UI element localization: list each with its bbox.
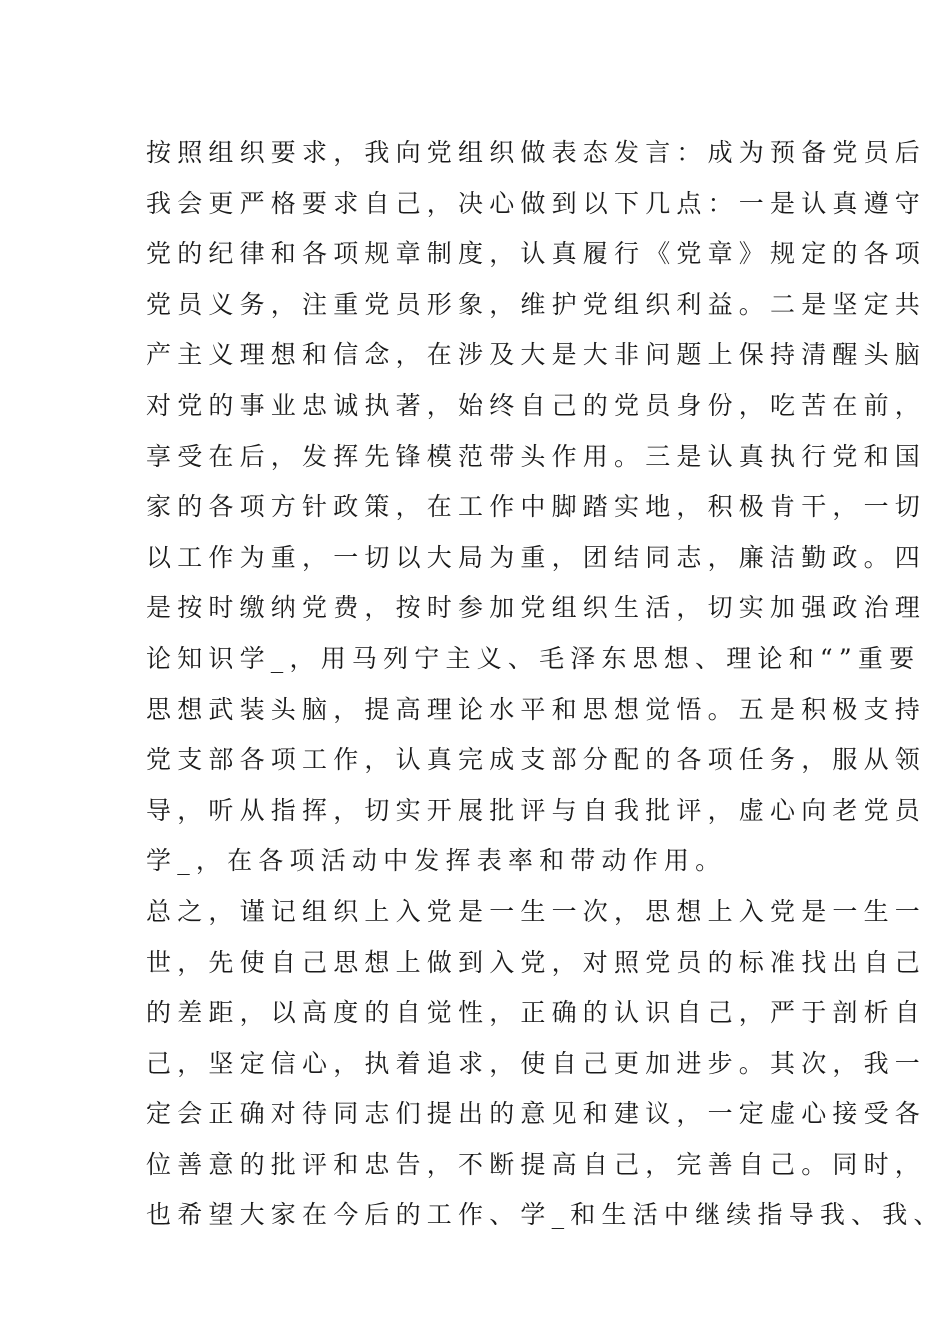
text-line: 以工作为重，一切以大局为重，团结同志，廉洁勤政。四 <box>146 542 927 572</box>
text-line: 世，先使自己思想上做到入党，对照党员的标准找出自己 <box>146 947 927 977</box>
text-line: 党的纪律和各项规章制度，认真履行《党章》规定的各项 <box>146 239 927 269</box>
text-line: 按照组织要求，我向党组织做表态发言：成为预备党员后 <box>146 138 927 167</box>
text-line: 党员义务，注重党员形象，维护党组织利益。二是坚定共 <box>146 289 927 319</box>
text-line: 是按时缴纳党费，按时参加党组织生活，切实加强政治理 <box>146 593 927 623</box>
text-line: 也希望大家在今后的工作、学_和生活中继续指导我、我、 <box>146 1200 945 1230</box>
text-line: 对党的事业忠诚执著，始终自己的党员身份，吃苦在前， <box>146 390 927 420</box>
text-line: 家的各项方针政策，在工作中脚踏实地，积极肯干，一切 <box>146 492 927 522</box>
text-line: 享受在后，发挥先锋模范带头作用。三是认真执行党和国 <box>146 441 927 471</box>
text-line: 定会正确对待同志们提出的意见和建议，一定虚心接受各 <box>146 1099 927 1129</box>
text-line: 学_，在各项活动中发挥表率和带动作用。 <box>146 846 727 876</box>
text-line: 己，坚定信心，执着追求，使自己更加进步。其次，我一 <box>146 1048 927 1078</box>
text-line: 论知识学_，用马列宁主义、毛泽东思想、理论和“”重要 <box>146 643 921 673</box>
text-line: 产主义理想和信念，在涉及大是大非问题上保持清醒头脑 <box>146 340 927 370</box>
document-body <box>146 128 945 1241</box>
text-line: 的差距，以高度的自觉性，正确的认识自己，严于剖析自 <box>146 998 927 1028</box>
text-line: 位善意的批评和忠告，不断提高自己，完善自己。同时， <box>146 1149 927 1179</box>
text-line: 我会更严格要求自己，决心做到以下几点：一是认真遵守 <box>146 188 927 218</box>
text-line: 思想武装头脑，提高理论水平和思想觉悟。五是积极支持 <box>146 694 927 724</box>
text-line: 导，听从指挥，切实开展批评与自我批评，虚心向老党员 <box>146 795 927 825</box>
text-line: 党支部各项工作，认真完成支部分配的各项任务，服从领 <box>146 745 927 775</box>
text-line: 总之，谨记组织上入党是一生一次，思想上入党是一生一 <box>146 896 927 926</box>
